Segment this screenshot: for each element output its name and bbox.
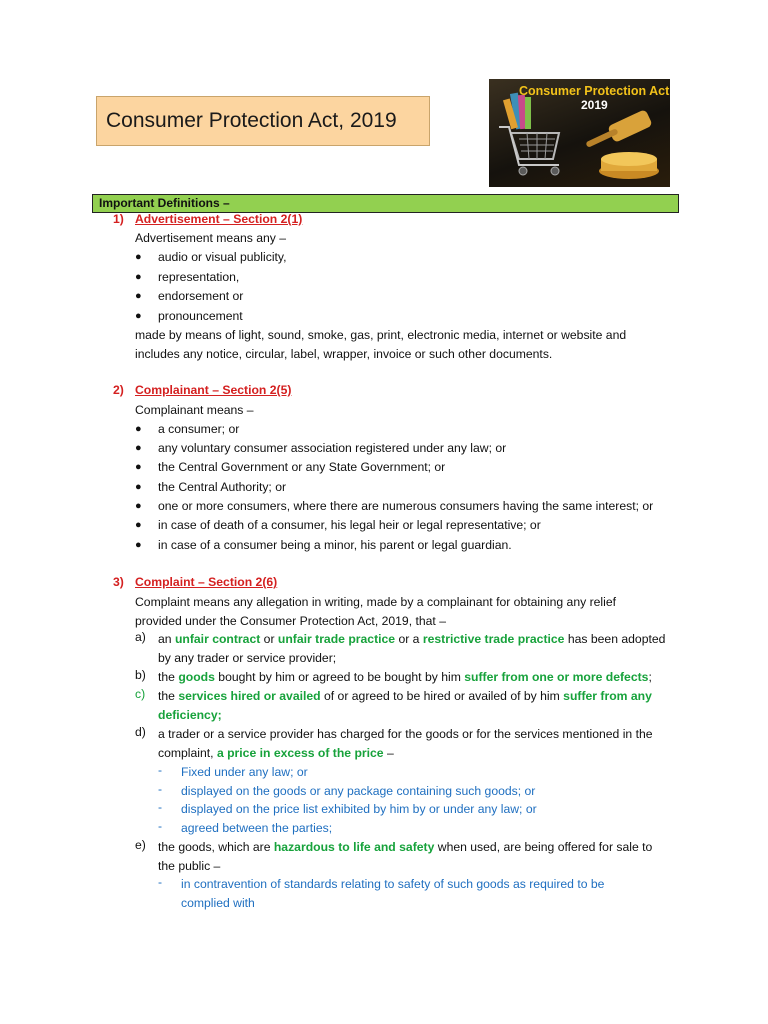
document-title — [96, 96, 430, 146]
s2-bullet-item: a consumer; or — [158, 422, 240, 436]
bullet-icon: ● — [135, 423, 142, 435]
section-1-paragraph-line: made by means of light, sound, smoke, gas, print, electronic media, internet or website and — [135, 328, 627, 342]
s2-bullet-item: in case of a consumer being a minor, his parent or legal guardian. — [158, 538, 512, 552]
bullet-icon: ● — [135, 290, 142, 302]
section-3-number: 3) — [113, 575, 124, 589]
s1-bullet-item: endorsement or — [158, 289, 244, 303]
consumer-protection-banner-image — [489, 79, 670, 187]
s2-bullet-item: one or more consumers, where there are numerous consumers having the same interest; or — [158, 499, 654, 513]
document-title-text: Consumer Protection Act, 2019 — [106, 109, 397, 132]
banner-title: Consumer Protection Act — [519, 84, 670, 98]
dash-bullet-icon: - — [158, 763, 163, 777]
bullet-icon: ● — [135, 251, 142, 263]
dash-bullet-icon: - — [158, 800, 163, 814]
section-1-intro: Advertisement means any – — [135, 231, 287, 245]
bullet-icon: ● — [135, 519, 142, 531]
s2-bullet-item: the Central Authority; or — [158, 480, 287, 494]
clause-d-line: complaint, a price in excess of the price – — [158, 746, 394, 760]
clause-c-label: c) — [135, 687, 146, 701]
clause-a-line: an unfair contract or unfair trade practice or a restrictive trade practice has been adopted — [158, 632, 666, 646]
bullet-icon: ● — [135, 500, 142, 512]
s1-bullet-item: representation, — [158, 270, 240, 284]
clause-e-line: the goods, which are hazardous to life and safety when used, are being offered for sale to — [158, 840, 653, 854]
clause-a-line: by any trader or service provider; — [158, 651, 337, 665]
section-1-paragraph-line: includes any notice, circular, label, wrapper, invoice or such other documents. — [135, 347, 553, 361]
section-3-intro-line: provided under the Consumer Protection Act, 2019, that – — [135, 614, 446, 628]
clause-e-subitem: in contravention of standards relating to safety of such goods as required to be — [181, 877, 605, 891]
s1-bullet-item: audio or visual publicity, — [158, 250, 287, 264]
section-3-title: Complaint – Section 2(6) — [135, 575, 278, 589]
clause-d-subitem: Fixed under any law; or — [181, 765, 308, 779]
bullet-icon: ● — [135, 310, 142, 322]
bullet-icon: ● — [135, 481, 142, 493]
section-1-title: Advertisement – Section 2(1) — [135, 212, 303, 226]
section-2-title: Complainant – Section 2(5) — [135, 383, 292, 397]
clause-b-label: b) — [135, 668, 146, 682]
section-2-number: 2) — [113, 383, 124, 397]
dash-bullet-icon: - — [158, 819, 163, 833]
clause-e-subitem: complied with — [181, 896, 255, 910]
clause-e-line: the public – — [158, 859, 221, 873]
s2-bullet-item: any voluntary consumer association registered under any law; or — [158, 441, 507, 455]
dash-bullet-icon: - — [158, 875, 163, 889]
clause-b-line: the goods bought by him or agreed to be bought by him suffer from one or more defects; — [158, 670, 652, 684]
bullet-icon: ● — [135, 539, 142, 551]
section-1-number: 1) — [113, 212, 124, 226]
section-3-intro-line: Complaint means any allegation in writing, made by a complainant for obtaining any relief — [135, 595, 616, 609]
banner-year: 2019 — [581, 98, 608, 112]
s2-bullet-item: the Central Government or any State Government; or — [158, 460, 446, 474]
clause-a-label: a) — [135, 630, 146, 644]
bullet-icon: ● — [135, 271, 142, 283]
dash-bullet-icon: - — [158, 782, 163, 796]
clause-d-label: d) — [135, 725, 146, 739]
clause-c-line: the services hired or availed of or agreed to be hired or availed of by him suffer from any — [158, 689, 652, 703]
s2-bullet-item: in case of death of a consumer, his legal heir or legal representative; or — [158, 518, 541, 532]
s1-bullet-item: pronouncement — [158, 309, 243, 323]
clause-c-line: deficiency; — [158, 708, 222, 722]
bullet-icon: ● — [135, 461, 142, 473]
clause-d-line: a trader or a service provider has charged for the goods or for the services mentioned in the — [158, 727, 653, 741]
clause-d-subitem: displayed on the price list exhibited by him by or under any law; or — [181, 802, 537, 816]
clause-e-label: e) — [135, 838, 146, 852]
clause-d-subitem: agreed between the parties; — [181, 821, 333, 835]
definitions-header: Important Definitions – — [92, 194, 679, 213]
clause-d-subitem: displayed on the goods or any package containing such goods; or — [181, 784, 536, 798]
bullet-icon: ● — [135, 442, 142, 454]
section-2-intro: Complainant means – — [135, 403, 254, 417]
